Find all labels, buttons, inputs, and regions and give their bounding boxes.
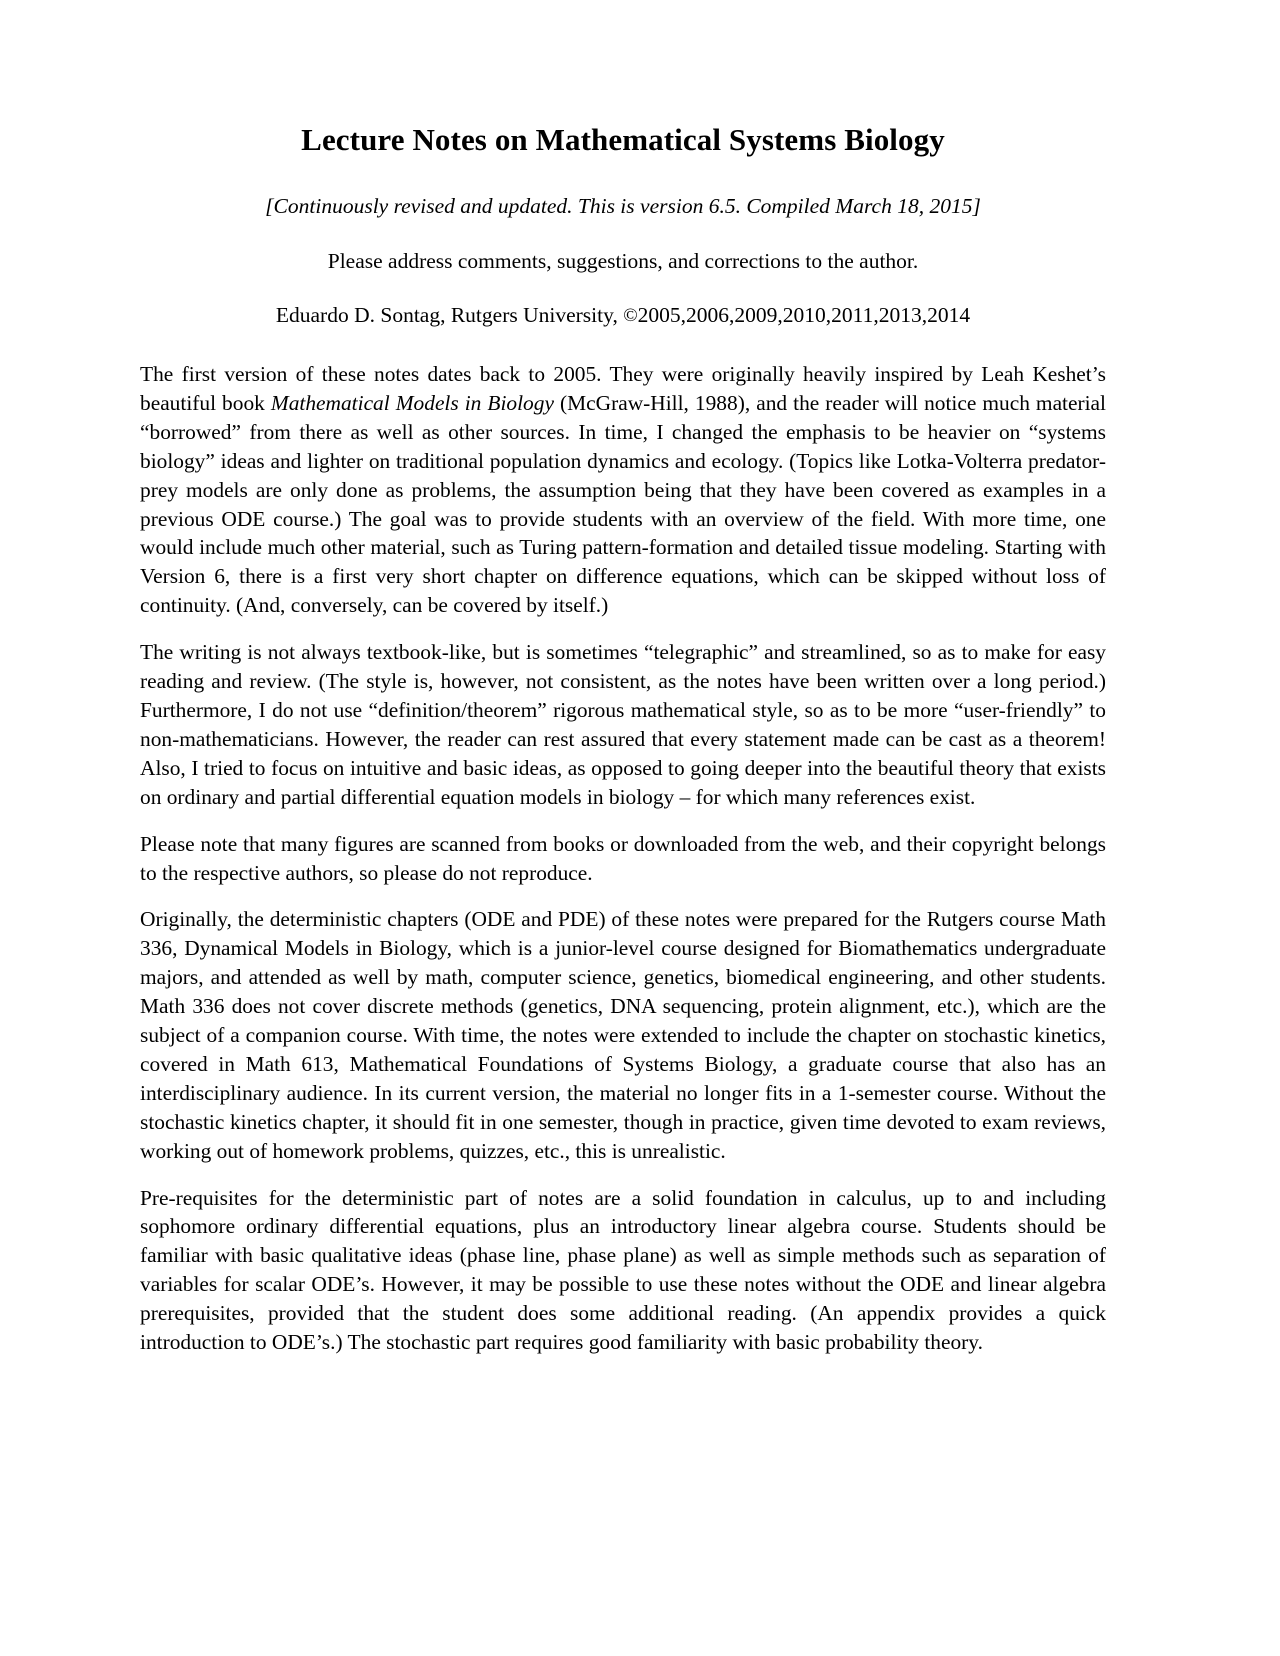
- paragraph-history-text-b: (McGraw-Hill, 1988), and the reader will notice much material “borrowed” from there as well as other sources. In time, I changed the emphasis to be heavier on “systems biology” ideas and lighter on traditional population dynamics and ecology. (Topics like Lotka-Volterra predator-prey models are only done as problems, the assumption being that they have been covered as examples in a previous ODE course.) The goal was to provide students with an overview of the field. With more time, one would include much other material, such as Turing pattern-formation and detailed tissue modeling. Starting with Version 6, there is a first very short chapter on difference equations, which can be skipped without loss of continuity. (And, conversely, can be covered by itself.): [140, 390, 1106, 618]
- body-text: [140, 330, 1106, 1357]
- contact-line: Please address comments, suggestions, and corrections to the author.: [327, 249, 919, 274]
- paragraph-history-text-a: The first version of these notes dates back to 2005. They were originally heavily inspired by Leah Keshet’s beautiful book: [140, 362, 1106, 415]
- paragraph-writing-style: The writing is not always textbook-like, but is sometimes “telegraphic” and streamlined, so as to make for easy reading and review. (The style is, however, not consistent, as the notes have been written over a long period.) Furthermore, I do not use “definition/theorem” rigorous mathematical style, so as to be more “user-friendly” to non-mathematicians. However, the reader can rest assured that every statement made can be cast as a theorem! Also, I tried to focus on intuitive and basic ideas, as opposed to going deeper into the beautiful theory that exists on ordinary and partial differential equation models in biology – for which many references exist.: [140, 640, 1106, 809]
- book-title-reference: Mathematical Models in Biology: [270, 390, 554, 415]
- copyright-years: 2005,2006,2009,2010,2011,2013,2014: [637, 303, 971, 328]
- copyright-icon: ©: [623, 305, 638, 327]
- author-affiliation: Eduardo D. Sontag, Rutgers University,: [275, 303, 624, 328]
- paragraph-course-origin: Originally, the deterministic chapters (ODE and PDE) of these notes were prepared for the Rutgers course Math 336, Dynamical Models in Biology, which is a junior-level course designed for Biomathematics undergraduate majors, and attended as well by math, computer science, genetics, biomedical engineering, and other students. Math 336 does not cover discrete methods (genetics, DNA sequencing, protein alignment, etc.), which are the subject of a companion course. With time, the notes were extended to include the chapter on stochastic kinetics, covered in Math 613, Mathematical Foundations of Systems Biology, a graduate course that also has an interdisciplinary audience. In its current version, the material no longer fits in a 1-semester course. Without the stochastic kinetics chapter, it should fit in one semester, though in practice, given time devoted to exam reviews, working out of homework problems, quizzes, etc., this is unrealistic.: [140, 907, 1106, 1163]
- version-line: [Continuously revised and updated. This is version 6.5. Compiled March 18, 2015]: [265, 194, 981, 219]
- page-title: Lecture Notes on Mathematical Systems Biology: [301, 122, 945, 157]
- paragraph-history: [140, 360, 1106, 620]
- paragraph-prerequisites: Pre-requisites for the deterministic part of notes are a solid foundation in calculus, up to and including sophomore ordinary differential equations, plus an introductory linear algebra course. Students should be familiar with basic qualitative ideas (phase line, phase plane) as well as simple methods such as separation of variables for scalar ODE’s. However, it may be possible to use these notes without the ODE and linear algebra prerequisites, provided that the student does some additional reading. (An appendix provides a quick introduction to ODE’s.) The stochastic part requires good familiarity with basic probability theory.: [140, 1185, 1106, 1355]
- paragraph-figure-copyright: Please note that many figures are scanned from books or downloaded from the web, and their copyright belongs to the respective authors, so please do not reproduce.: [140, 831, 1106, 885]
- page-content: [140, 0, 1106, 1357]
- author-line: [140, 276, 1106, 330]
